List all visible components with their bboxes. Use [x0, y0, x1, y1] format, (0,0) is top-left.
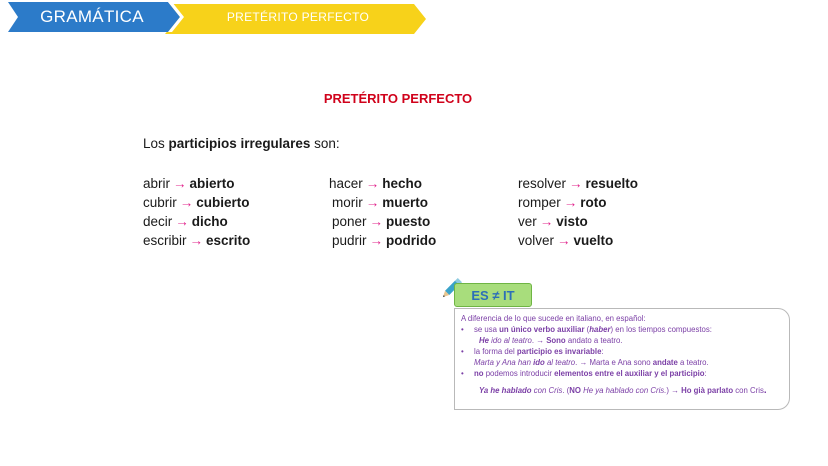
intro-line — [143, 136, 340, 151]
note-text: . ( — [562, 386, 570, 395]
participle: podrido — [386, 233, 437, 248]
participle: muerto — [382, 195, 429, 210]
note-bold: Sono — [544, 336, 566, 345]
verb: decir — [143, 214, 173, 229]
participle: roto — [580, 195, 607, 210]
section-label: GRAMÁTICA — [40, 7, 144, 26]
participle: resuelto — [585, 176, 639, 191]
arrow-icon: → — [557, 233, 571, 248]
note-text: a teatro. — [677, 358, 709, 367]
verb: resolver — [518, 176, 567, 191]
note-text: andato a teatro. — [565, 336, 623, 345]
list-item — [329, 231, 436, 250]
note-text: ( — [584, 325, 590, 334]
participle-column-2 — [329, 174, 436, 250]
note-bold: no — [474, 369, 484, 378]
note-italic: Marta y Ana han — [474, 358, 534, 367]
page-title: PRETÉRITO PERFECTO — [323, 91, 473, 106]
arrow-icon: → — [569, 176, 583, 191]
note-bold: Ho già parlato — [678, 386, 734, 395]
note-text: se usa — [474, 325, 500, 334]
arrow-icon: → — [579, 358, 588, 367]
list-item — [518, 174, 638, 193]
comparison-note — [454, 308, 790, 410]
participle: abierto — [189, 176, 235, 191]
note-bold: andate — [652, 358, 678, 367]
arrow-icon: → — [671, 386, 679, 395]
note-text: : — [601, 347, 604, 356]
note-bullet-1 — [461, 324, 783, 335]
note-text: podemos introducir — [483, 369, 555, 378]
list-item — [329, 174, 436, 193]
participle: vuelto — [573, 233, 614, 248]
note-bullet-2 — [461, 346, 783, 357]
verb: poner — [332, 214, 367, 229]
note-bold-italic: Ya he hablado — [479, 386, 532, 395]
note-example-1 — [461, 335, 783, 346]
participle-column-3 — [518, 174, 638, 250]
note-bold-italic: ido — [533, 358, 545, 367]
verb: ver — [518, 214, 537, 229]
arrow-icon: → — [173, 176, 187, 191]
note-example-2 — [461, 357, 783, 368]
note-bold-italic: He — [479, 336, 489, 345]
note-bold: un único verbo auxiliar — [499, 325, 585, 334]
topic-label: PRETÉRITO PERFECTO — [226, 10, 370, 24]
list-item — [329, 212, 436, 231]
list-item — [518, 231, 638, 250]
arrow-icon: → — [179, 195, 194, 210]
note-italic: He ya hablado con Cris. — [580, 386, 667, 395]
arrow-icon: → — [365, 176, 380, 191]
list-item — [518, 193, 638, 212]
verb: pudrir — [332, 233, 367, 248]
arrow-icon: → — [175, 214, 189, 229]
arrow-icon: → — [536, 336, 545, 345]
arrow-icon: → — [369, 214, 384, 229]
participle: escrito — [206, 233, 251, 248]
list-item — [518, 212, 638, 231]
note-italic: ido al teatro — [488, 336, 532, 345]
verb: volver — [518, 233, 555, 248]
arrow-icon: → — [563, 195, 578, 210]
participle: puesto — [386, 214, 431, 229]
participle: visto — [556, 214, 588, 229]
arrow-icon: → — [539, 214, 554, 229]
verb: abrir — [143, 176, 171, 191]
note-text: ) — [666, 386, 672, 395]
note-bold: participio es invariable — [516, 347, 602, 356]
note-bullet-3 — [461, 368, 783, 379]
note-example-3 — [461, 385, 783, 396]
es-it-tag: ES ≠ IT — [454, 283, 532, 307]
note-text: con Cris — [733, 386, 764, 395]
arrow-icon: → — [189, 233, 204, 248]
note-text: la forma del — [474, 347, 517, 356]
list-item — [143, 231, 250, 250]
participle: hecho — [382, 176, 423, 191]
intro-suffix: son: — [310, 136, 340, 151]
intro-bold: participios irregulares — [168, 136, 311, 151]
verb: romper — [518, 195, 561, 210]
verb: cubrir — [143, 195, 177, 210]
note-text: ) en los tiempos compuestos: — [610, 325, 712, 334]
list-item — [143, 174, 250, 193]
note-bold: elementos entre el auxiliar y el participio — [554, 369, 705, 378]
participle: dicho — [191, 214, 228, 229]
participle-column-1 — [143, 174, 250, 250]
note-bold: NO — [569, 386, 581, 395]
header-banner — [0, 0, 440, 34]
list-item — [143, 193, 250, 212]
list-item — [329, 193, 436, 212]
participle: cubierto — [196, 195, 250, 210]
arrow-icon: → — [365, 195, 380, 210]
note-intro: A diferencia de lo que sucede en italiano, en español: — [461, 314, 646, 323]
arrow-icon: → — [369, 233, 384, 248]
verb: hacer — [329, 176, 363, 191]
note-bold-italic: haber — [589, 325, 611, 334]
verb: escribir — [143, 233, 187, 248]
intro-prefix: Los — [143, 136, 169, 151]
verb: morir — [332, 195, 363, 210]
note-text: . — [575, 358, 580, 367]
note-period: . — [763, 385, 767, 396]
note-text: . — [531, 336, 537, 345]
list-item — [143, 212, 250, 231]
note-text: Marta e Ana sono — [587, 358, 653, 367]
note-text: : — [704, 369, 707, 378]
note-italic: con Cris — [531, 386, 563, 395]
note-italic: al teatro — [544, 358, 576, 367]
